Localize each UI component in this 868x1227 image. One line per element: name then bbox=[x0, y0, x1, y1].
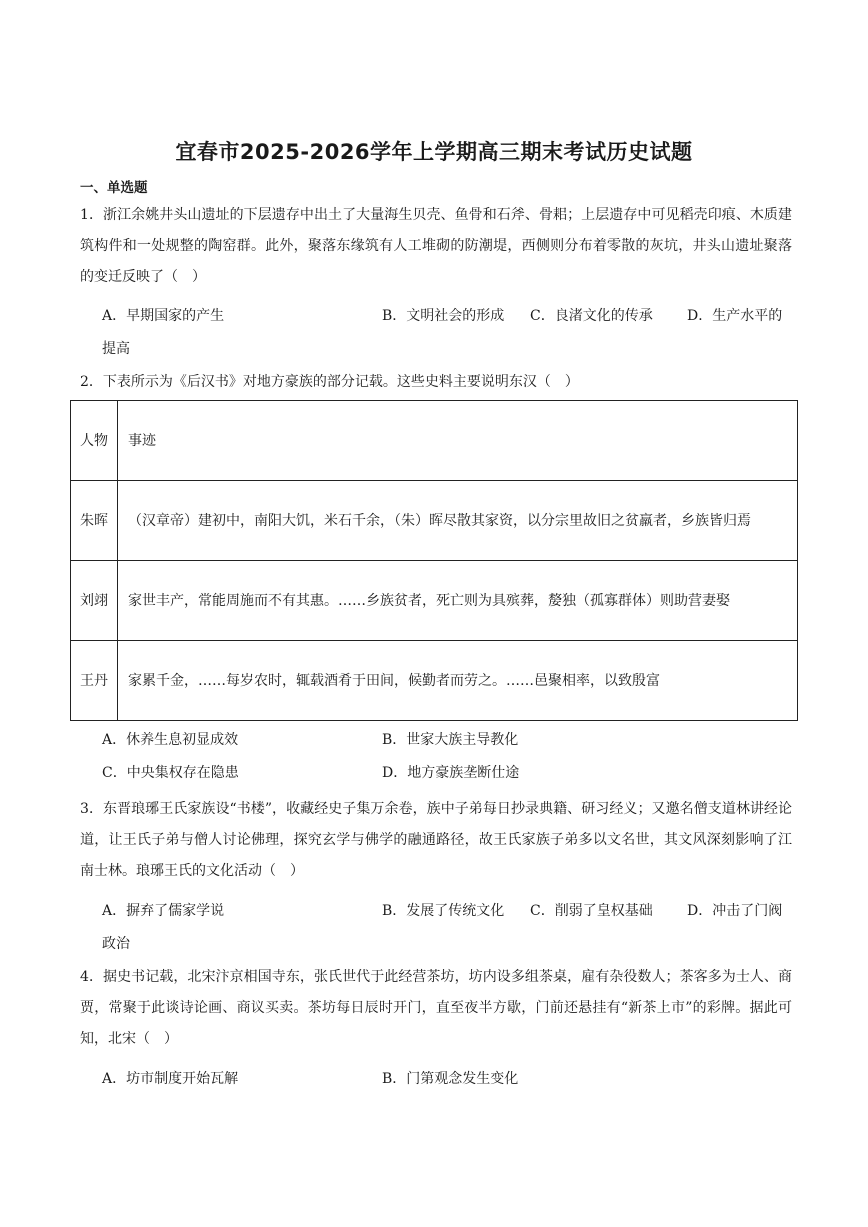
row-person: 王丹 bbox=[71, 641, 118, 721]
option-c[interactable]: C．中央集权存在隐患 bbox=[102, 765, 239, 781]
question-2-stem: 2．下表所示为《后汉书》对地方豪族的部分记载。这些史料主要说明东汉（ ） bbox=[80, 374, 579, 390]
row-deeds: （汉章帝）建初中，南阳大饥，米石千余，（朱）晖尽散其家资，以分宗里故旧之贫羸者，乡族皆归焉 bbox=[118, 481, 798, 561]
option-a[interactable]: A．早期国家的产生 bbox=[102, 308, 225, 324]
option-c[interactable]: C．良渚文化的传承 bbox=[530, 308, 653, 324]
option-c[interactable]: C．削弱了皇权基础 bbox=[530, 903, 653, 919]
question-1-stem: 1．浙江余姚井头山遗址的下层遗存中出土了大量海生贝壳、鱼骨和石斧、骨耜；上层遗存中可见稻壳印痕、木质建筑构件和一处规整的陶窑群。此外，聚落东缘筑有人工堆砌的防潮堤，西侧则分布着零散的灰坑，井头山遗址聚落的变迁反映了（ ） bbox=[80, 207, 792, 285]
option-d-continuation: 政治 bbox=[102, 936, 130, 952]
exam-title: 宜春市2025-2026学年上学期高三期末考试历史试题 bbox=[175, 140, 693, 164]
question-3-stem: 3．东晋琅琊王氏家族设“书楼”，收藏经史子集万余卷，族中子弟每日抄录典籍、研习经义；又邀名僧支道林讲经论道，让王氏子弟与僧人讨论佛理，探究玄学与佛学的融通路径，故王氏家族子弟多以文名世，其文风深刻影响了江南士林。琅琊王氏的文化活动（ ） bbox=[80, 801, 792, 879]
header-person: 人物 bbox=[71, 401, 118, 481]
option-d[interactable]: D．生产水平的 bbox=[687, 308, 783, 324]
question-4-stem: 4．据史书记载，北宋汴京相国寺东，张氏世代于此经营茶坊，坊内设多组茶桌，雇有杂役数人；茶客多为士人、商贾，常聚于此谈诗论画、商议买卖。茶坊每日辰时开门，直至夜半方歇，门前还悬挂有“新茶上市”的彩牌。据此可知，北宋（ ） bbox=[80, 969, 792, 1047]
option-b[interactable]: B．世家大族主导教化 bbox=[382, 732, 519, 748]
option-a[interactable]: A．坊市制度开始瓦解 bbox=[102, 1071, 239, 1087]
table-row bbox=[71, 561, 798, 641]
header-deeds: 事迹 bbox=[118, 401, 798, 481]
option-b[interactable]: B．门第观念发生变化 bbox=[382, 1071, 519, 1087]
option-d[interactable]: D．地方豪族垄断仕途 bbox=[382, 765, 520, 781]
option-d-continuation: 提高 bbox=[102, 341, 130, 357]
section-heading: 一、单选题 bbox=[80, 180, 148, 196]
option-b[interactable]: B．文明社会的形成 bbox=[382, 308, 505, 324]
table-row bbox=[71, 481, 798, 561]
table-header-row bbox=[71, 401, 798, 481]
row-person: 刘翊 bbox=[71, 561, 118, 641]
option-a[interactable]: A．摒弃了儒家学说 bbox=[102, 903, 225, 919]
option-a[interactable]: A．休养生息初显成效 bbox=[102, 732, 239, 748]
row-deeds: 家累千金，……每岁农时，辄载酒肴于田间，候勤者而劳之。……邑聚相率，以致殷富 bbox=[118, 641, 798, 721]
option-d[interactable]: D．冲击了门阀 bbox=[687, 903, 783, 919]
history-table bbox=[70, 400, 798, 721]
row-person: 朱晖 bbox=[71, 481, 118, 561]
table-row bbox=[71, 641, 798, 721]
row-deeds: 家世丰产，常能周施而不有其惠。……乡族贫者，死亡则为具殡葬，嫠独（孤寡群体）则助营妻娶 bbox=[118, 561, 798, 641]
option-b[interactable]: B．发展了传统文化 bbox=[382, 903, 505, 919]
